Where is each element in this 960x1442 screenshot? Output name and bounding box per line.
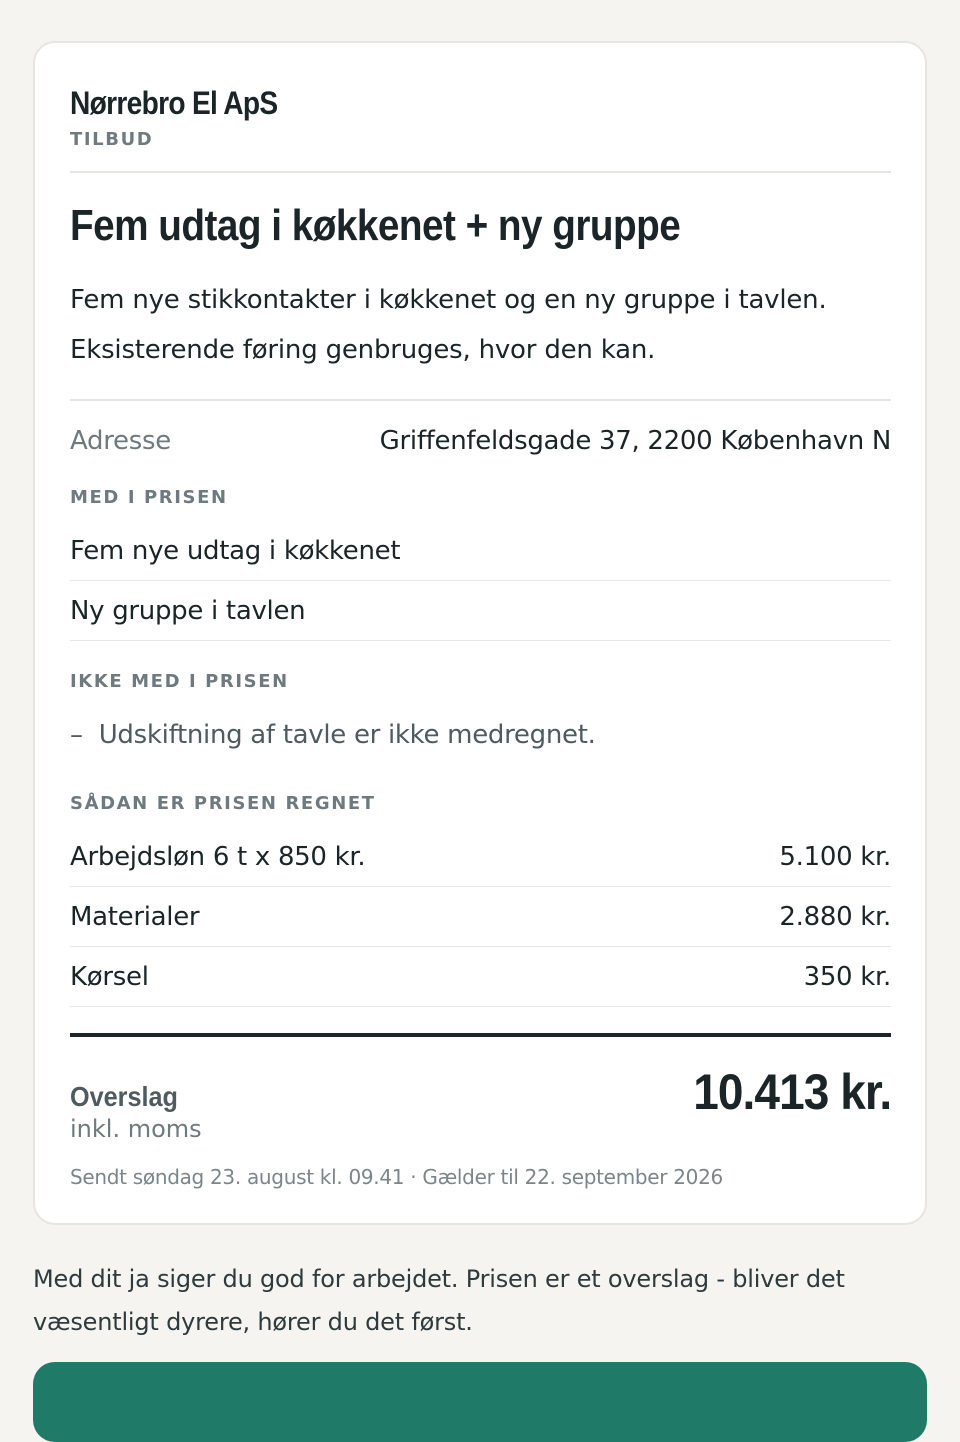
- divider: [70, 171, 891, 173]
- sent-info: Sendt søndag 23. august kl. 09.41 · Gælder til 22. september 2026: [70, 1165, 723, 1189]
- calculation-row-label: Materialer: [70, 901, 200, 932]
- included-item-label: Ny gruppe i tavlen: [70, 595, 306, 626]
- included-item: [70, 581, 891, 641]
- calculation-row-amount: 2.880 kr.: [779, 901, 891, 932]
- excluded-item-label: Udskiftning af tavle er ikke medregnet.: [98, 720, 596, 750]
- calculation-row-amount: 350 kr.: [803, 961, 891, 992]
- calculation-row: [70, 827, 891, 887]
- total-vat-note: inkl. moms: [70, 1115, 202, 1143]
- calculation-row: [70, 947, 891, 1007]
- included-item-label: Fem nye udtag i køkkenet: [70, 535, 401, 566]
- total-amount: 10.413 kr.: [692, 1064, 891, 1120]
- address-row: [70, 421, 891, 461]
- approval-note: Med dit ja siger du god for arbejdet. Prisen er et overslag - bliver det væsentligt dyrere, hører du det først.: [33, 1265, 845, 1336]
- included-section-label: MED I PRISEN: [70, 487, 228, 508]
- address-label: Adresse: [70, 426, 171, 456]
- dash-bullet: –: [70, 720, 83, 750]
- divider: [70, 399, 891, 401]
- calculation-row-label: Kørsel: [70, 961, 149, 992]
- included-item: [70, 521, 891, 581]
- company-name: Nørrebro El ApS: [70, 85, 278, 121]
- quote-title: Fem udtag i køkkenet + ny gruppe: [70, 201, 681, 250]
- excluded-item: [70, 715, 891, 755]
- address-value: Griffenfeldsgade 37, 2200 København N: [379, 426, 891, 456]
- calculation-row-label: Arbejdsløn 6 t x 850 kr.: [70, 841, 366, 872]
- quote-card: [33, 41, 927, 1225]
- document-type: TILBUD: [70, 129, 154, 150]
- accept-button[interactable]: [33, 1362, 927, 1442]
- description-line: Fem nye stikkontakter i køkkenet og en ny gruppe i tavlen.: [70, 285, 827, 315]
- total-row: [70, 1063, 891, 1153]
- description-line: Eksisterende føring genbruges, hvor den kan.: [70, 335, 656, 365]
- calculation-row-amount: 5.100 kr.: [779, 841, 891, 872]
- calculation-section-label: SÅDAN ER PRISEN REGNET: [70, 793, 376, 814]
- included-list: [70, 521, 891, 641]
- calculation-row: [70, 887, 891, 947]
- total-divider: [70, 1033, 891, 1037]
- total-label: Overslag: [70, 1081, 178, 1112]
- calculation-table: [70, 827, 891, 1007]
- quote-description: [70, 275, 891, 375]
- excluded-section-label: IKKE MED I PRISEN: [70, 671, 289, 692]
